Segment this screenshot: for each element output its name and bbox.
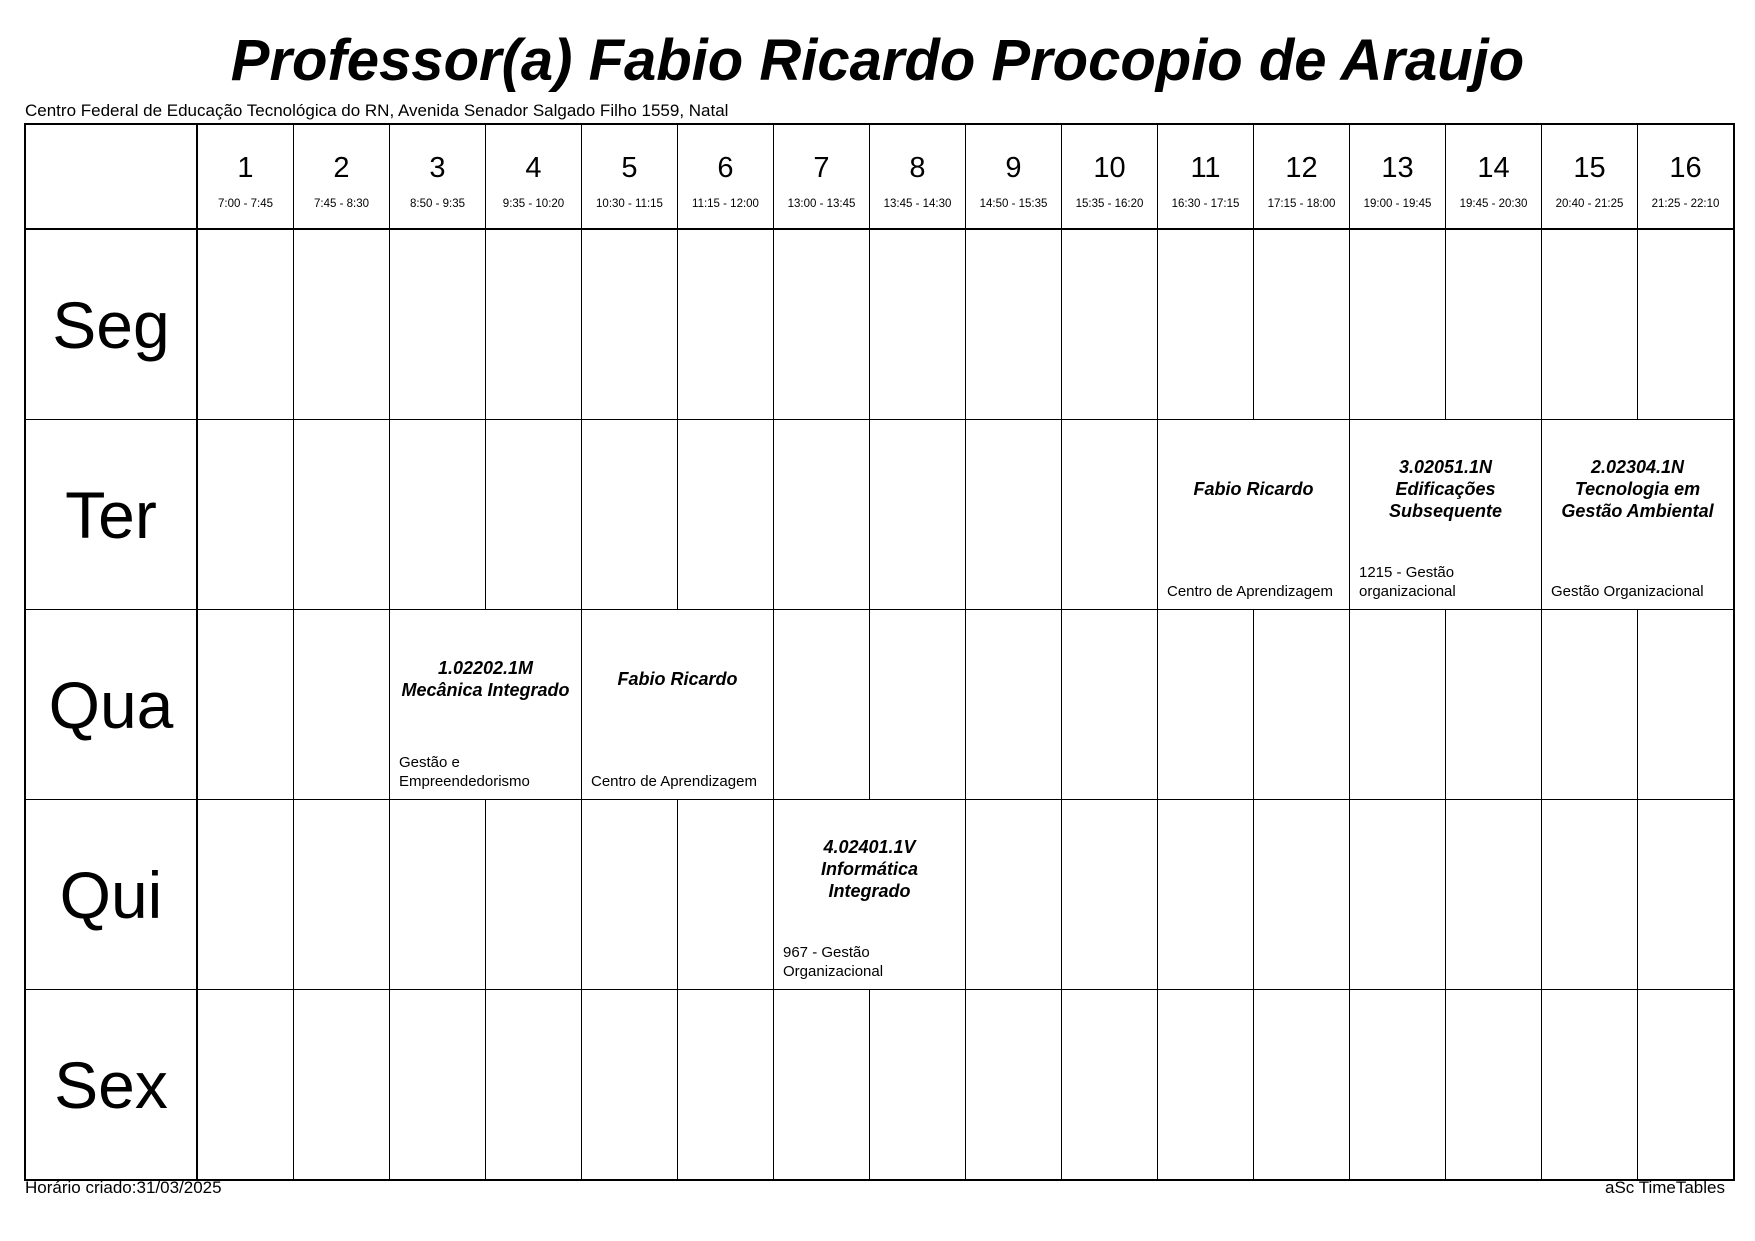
- period-time: 14:50 - 15:35: [979, 197, 1048, 210]
- day-label: Qua: [25, 610, 197, 800]
- empty-slot[interactable]: [486, 229, 582, 420]
- period-number: 5: [621, 151, 638, 184]
- empty-slot[interactable]: [1350, 800, 1446, 990]
- school-address: Centro Federal de Educação Tecnológica do RN, Avenida Senador Salgado Filho 1559, Natal: [25, 101, 729, 120]
- empty-slot[interactable]: [1542, 800, 1638, 990]
- day-row-qui: [25, 800, 1734, 990]
- empty-slot[interactable]: [1254, 800, 1350, 990]
- period-number: 7: [813, 151, 830, 184]
- empty-slot[interactable]: [774, 229, 870, 420]
- period-number: 6: [717, 151, 734, 184]
- lesson-card[interactable]: [774, 800, 966, 990]
- empty-slot[interactable]: [1254, 610, 1350, 800]
- lesson-class: 4.02401.1V Informática Integrado: [820, 836, 919, 901]
- day-row-qua: [25, 610, 1734, 800]
- empty-slot[interactable]: [1158, 610, 1254, 800]
- empty-slot[interactable]: [582, 229, 678, 420]
- day-row-seg: [25, 229, 1734, 420]
- period-header-7: [774, 124, 870, 229]
- empty-slot[interactable]: [390, 229, 486, 420]
- lesson-class: Fabio Ricardo: [1193, 478, 1314, 499]
- empty-slot[interactable]: [197, 800, 294, 990]
- period-number: 15: [1573, 151, 1606, 184]
- day-label: Sex: [25, 990, 197, 1181]
- lesson-card[interactable]: [1158, 420, 1350, 610]
- empty-slot[interactable]: [1446, 229, 1542, 420]
- lesson-content: [1350, 420, 1541, 609]
- period-time: 16:30 - 17:15: [1171, 197, 1240, 210]
- timetable-body: [25, 229, 1734, 1180]
- empty-slot[interactable]: [1350, 229, 1446, 420]
- empty-slot[interactable]: [678, 420, 774, 610]
- period-header-11: [1158, 124, 1254, 229]
- empty-slot[interactable]: [1638, 610, 1735, 800]
- empty-slot[interactable]: [1062, 229, 1158, 420]
- period-time: 15:35 - 16:20: [1075, 197, 1144, 210]
- empty-slot[interactable]: [1638, 229, 1735, 420]
- empty-slot[interactable]: [1062, 800, 1158, 990]
- empty-slot[interactable]: [678, 800, 774, 990]
- empty-slot[interactable]: [966, 990, 1062, 1181]
- empty-slot[interactable]: [1254, 990, 1350, 1181]
- empty-slot[interactable]: [1158, 800, 1254, 990]
- lesson-room: 1215 - Gestão organizacional: [1359, 564, 1456, 600]
- empty-slot[interactable]: [486, 420, 582, 610]
- empty-slot[interactable]: [1062, 610, 1158, 800]
- empty-slot[interactable]: [1638, 800, 1735, 990]
- empty-slot[interactable]: [774, 990, 870, 1181]
- empty-slot[interactable]: [197, 420, 294, 610]
- lesson-content: [774, 800, 965, 989]
- empty-slot[interactable]: [774, 420, 870, 610]
- period-number: 13: [1381, 151, 1414, 184]
- lesson-content: [1542, 420, 1733, 609]
- empty-slot[interactable]: [1062, 420, 1158, 610]
- page-title: Professor(a) Fabio Ricardo Procopio de Araujo: [230, 28, 1525, 93]
- empty-slot[interactable]: [870, 610, 966, 800]
- period-number: 1: [237, 151, 254, 184]
- period-header-5: [582, 124, 678, 229]
- empty-slot[interactable]: [678, 990, 774, 1181]
- corner-cell: [25, 124, 197, 229]
- lesson-content: [582, 610, 773, 799]
- empty-slot[interactable]: [1446, 800, 1542, 990]
- empty-slot[interactable]: [1062, 990, 1158, 1181]
- period-header-13: [1350, 124, 1446, 229]
- created-date: Horário criado:31/03/2025: [25, 1178, 222, 1197]
- empty-slot[interactable]: [197, 229, 294, 420]
- timetable-grid: [24, 123, 1735, 1181]
- lesson-room: Centro de Aprendizagem: [591, 773, 757, 790]
- empty-slot[interactable]: [1542, 990, 1638, 1181]
- lesson-class: 3.02051.1N Edificações Subsequente: [1388, 456, 1503, 521]
- period-time: 21:25 - 22:10: [1651, 197, 1720, 210]
- empty-slot[interactable]: [1158, 229, 1254, 420]
- empty-slot[interactable]: [1638, 990, 1735, 1181]
- period-number: 2: [333, 151, 350, 184]
- period-number: 12: [1285, 151, 1318, 184]
- software-credit: aSc TimeTables: [1605, 1178, 1725, 1197]
- empty-slot[interactable]: [1542, 229, 1638, 420]
- period-number: 14: [1477, 151, 1510, 184]
- empty-slot[interactable]: [1350, 990, 1446, 1181]
- day-row-ter: [25, 420, 1734, 610]
- empty-slot[interactable]: [294, 610, 390, 800]
- period-header-row: [25, 124, 1734, 229]
- period-header-12: [1254, 124, 1350, 229]
- empty-slot[interactable]: [966, 229, 1062, 420]
- period-header-1: [197, 124, 294, 229]
- empty-slot[interactable]: [390, 420, 486, 610]
- empty-slot[interactable]: [390, 990, 486, 1181]
- lesson-card[interactable]: [1350, 420, 1542, 610]
- period-time: 8:50 - 9:35: [410, 197, 465, 210]
- lesson-room: Gestão e Empreendedorismo: [399, 754, 530, 790]
- empty-slot[interactable]: [966, 610, 1062, 800]
- period-header-3: [390, 124, 486, 229]
- empty-slot[interactable]: [1254, 229, 1350, 420]
- lesson-card[interactable]: [582, 610, 774, 800]
- period-header-10: [1062, 124, 1158, 229]
- period-number: 10: [1093, 151, 1126, 184]
- day-label: Seg: [25, 229, 197, 420]
- lesson-room: Centro de Aprendizagem: [1167, 583, 1333, 600]
- period-time: 20:40 - 21:25: [1555, 197, 1624, 210]
- period-number: 4: [525, 151, 542, 184]
- period-time: 19:00 - 19:45: [1363, 197, 1432, 210]
- day-row-sex: [25, 990, 1734, 1181]
- day-label: Ter: [25, 420, 197, 610]
- empty-slot[interactable]: [197, 990, 294, 1181]
- empty-slot[interactable]: [294, 229, 390, 420]
- period-time: 13:45 - 14:30: [883, 197, 952, 210]
- period-time: 11:15 - 12:00: [692, 197, 759, 210]
- empty-slot[interactable]: [1446, 610, 1542, 800]
- empty-slot[interactable]: [870, 990, 966, 1181]
- empty-slot[interactable]: [197, 610, 294, 800]
- period-header-2: [294, 124, 390, 229]
- empty-slot[interactable]: [486, 990, 582, 1181]
- period-time: 10:30 - 11:15: [596, 197, 663, 210]
- period-time: 7:00 - 7:45: [218, 197, 273, 210]
- period-time: 17:15 - 18:00: [1267, 197, 1336, 210]
- period-header-6: [678, 124, 774, 229]
- period-time: 19:45 - 20:30: [1459, 197, 1528, 210]
- period-header-16: [1638, 124, 1735, 229]
- period-time: 7:45 - 8:30: [314, 197, 369, 210]
- lesson-class: Fabio Ricardo: [617, 668, 738, 689]
- period-time: 9:35 - 10:20: [502, 197, 565, 210]
- lesson-content: [1158, 420, 1349, 609]
- empty-slot[interactable]: [678, 229, 774, 420]
- empty-slot[interactable]: [966, 420, 1062, 610]
- period-header-8: [870, 124, 966, 229]
- period-number: 9: [1005, 151, 1022, 184]
- empty-slot[interactable]: [294, 800, 390, 990]
- empty-slot[interactable]: [486, 800, 582, 990]
- period-header-9: [966, 124, 1062, 229]
- empty-slot[interactable]: [582, 800, 678, 990]
- empty-slot[interactable]: [1542, 610, 1638, 800]
- period-number: 16: [1669, 151, 1702, 184]
- period-header-4: [486, 124, 582, 229]
- empty-slot[interactable]: [582, 420, 678, 610]
- empty-slot[interactable]: [1350, 610, 1446, 800]
- empty-slot[interactable]: [870, 229, 966, 420]
- empty-slot[interactable]: [294, 420, 390, 610]
- lesson-content: [390, 610, 581, 799]
- lesson-class: 1.02202.1M Mecânica Integrado: [401, 657, 570, 700]
- lesson-card[interactable]: [1542, 420, 1735, 610]
- period-number: 11: [1190, 151, 1221, 184]
- empty-slot[interactable]: [1158, 990, 1254, 1181]
- period-time: 13:00 - 13:45: [787, 197, 856, 210]
- period-header-15: [1542, 124, 1638, 229]
- empty-slot[interactable]: [294, 990, 390, 1181]
- day-label: Qui: [25, 800, 197, 990]
- period-number: 3: [429, 151, 446, 184]
- lesson-class: 2.02304.1N Tecnologia em Gestão Ambiental: [1561, 456, 1714, 521]
- lesson-card[interactable]: [390, 610, 582, 800]
- lesson-room: 967 - Gestão Organizacional: [783, 944, 884, 980]
- empty-slot[interactable]: [1446, 990, 1542, 1181]
- period-header-14: [1446, 124, 1542, 229]
- empty-slot[interactable]: [582, 990, 678, 1181]
- empty-slot[interactable]: [774, 610, 870, 800]
- empty-slot[interactable]: [966, 800, 1062, 990]
- lesson-room: Gestão Organizacional: [1551, 583, 1704, 600]
- empty-slot[interactable]: [870, 420, 966, 610]
- empty-slot[interactable]: [390, 800, 486, 990]
- period-number: 8: [909, 151, 926, 184]
